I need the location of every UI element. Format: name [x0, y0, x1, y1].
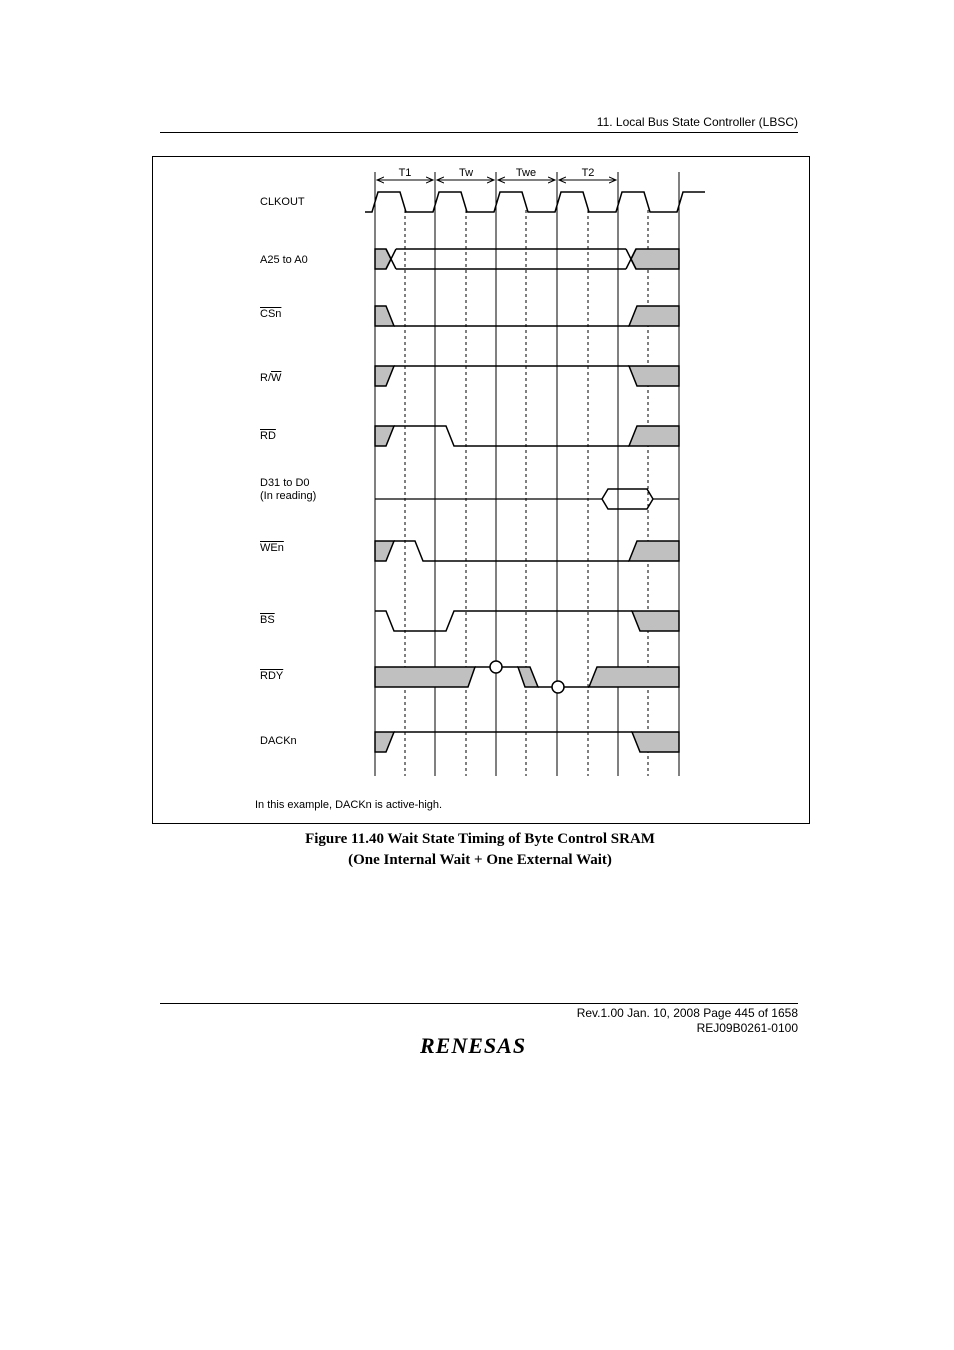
- waveform-csn: [375, 306, 679, 326]
- period-label-tw: Tw: [458, 167, 474, 179]
- waveform-address: [375, 249, 679, 269]
- figure-caption-line1: Figure 11.40 Wait State Timing of Byte Control SRAM: [305, 831, 655, 847]
- signal-label-rw: [260, 372, 281, 385]
- signal-label-address: A25 to A0: [260, 254, 308, 266]
- footer-rule: [160, 1003, 798, 1004]
- signal-label-rd: $\overline{RD}$: [260, 430, 276, 442]
- signal-label-clkout: CLKOUT: [260, 196, 305, 208]
- running-header: 11. Local Bus State Controller (LBSC): [596, 115, 798, 129]
- renesas-logo: RENESAS: [420, 1033, 527, 1058]
- waveform-rd: [375, 426, 679, 446]
- grid-dashed-lines: [405, 210, 648, 776]
- waveform-clkout: [365, 192, 705, 212]
- waveform-dackn: [375, 732, 679, 752]
- footer-revision: Rev.1.00 Jan. 10, 2008 Page 445 of 1658: [576, 1006, 798, 1020]
- signal-label-data: D31 to D0 (In reading): [260, 477, 317, 502]
- signal-label-dackn: DACKn: [260, 735, 297, 747]
- signal-label-bs: $\overline{BS}$: [260, 614, 275, 626]
- figure-caption-line2: (One Internal Wait + One External Wait): [348, 852, 612, 868]
- period-label-t1: T1: [398, 167, 412, 179]
- signal-label-rdy: $\overline{RDY}$: [260, 670, 284, 682]
- signal-label-csn: $\overline{CSn}$: [260, 308, 282, 320]
- period-label-twe: Twe: [515, 167, 537, 179]
- waveform-rdy: [375, 661, 679, 693]
- signal-label-rw-w: $\overline{W}$: [271, 372, 282, 384]
- signal-label-wen: $\overline{WEn}$: [260, 542, 284, 554]
- footer-doc-number: REJ09B0261-0100: [696, 1021, 798, 1035]
- waveform-data: [375, 489, 679, 509]
- signal-label-rw-r: R/: [260, 372, 271, 384]
- waveform-rw: [375, 366, 679, 386]
- period-label-t2: T2: [581, 167, 595, 179]
- waveform-wen: [375, 541, 679, 561]
- figure-note: In this example, DACKn is active-high.: [255, 799, 443, 811]
- waveform-bs: [375, 611, 679, 631]
